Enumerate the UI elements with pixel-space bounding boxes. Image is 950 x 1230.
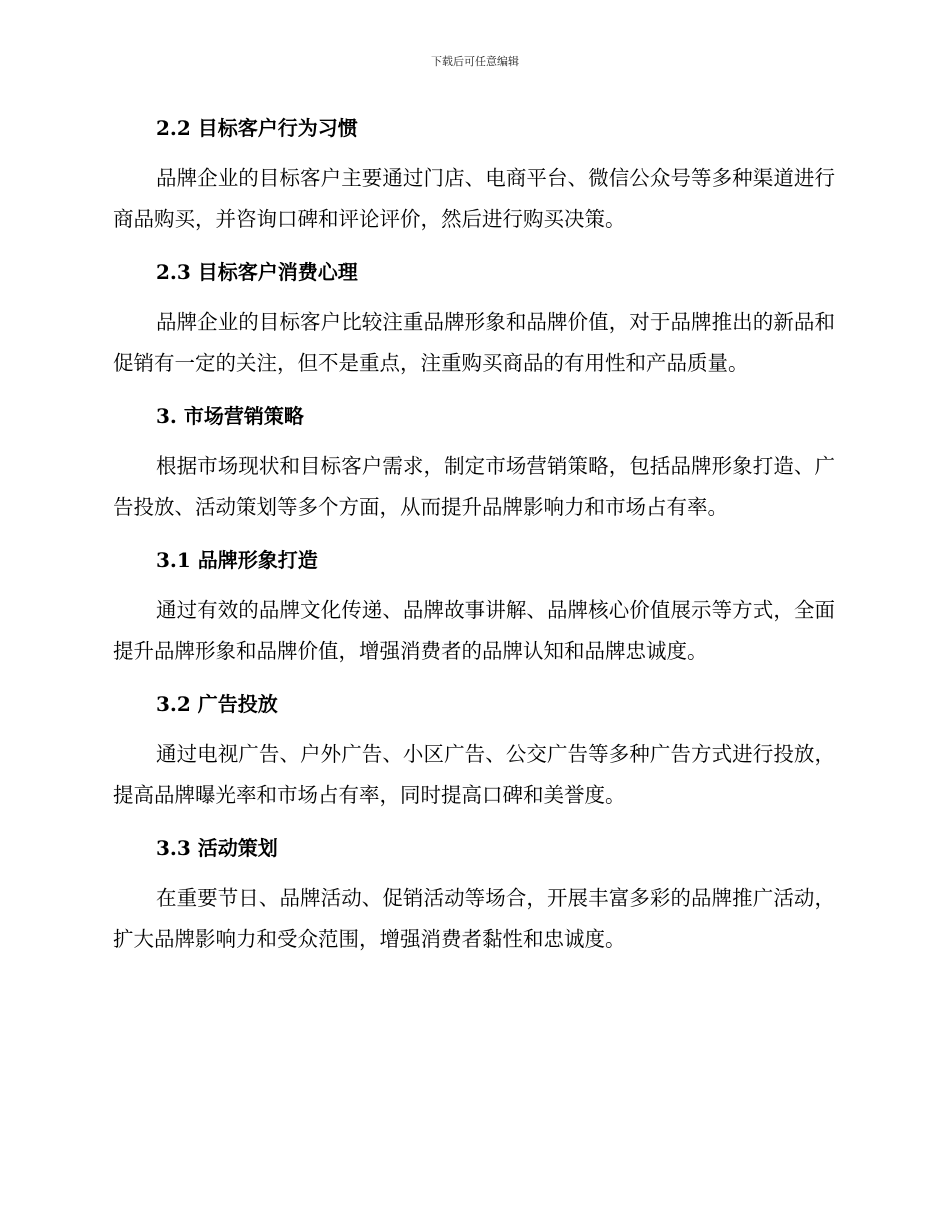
page-header-note: 下载后可任意编辑: [431, 55, 519, 68]
section-heading: 3.1 品牌形象打造: [156, 548, 318, 572]
section-paragraph: 通过电视广告、户外广告、小区广告、公交广告等多种广告方式进行投放，提高品牌曝光率和市场占有率，同时提高口碑和美誉度。: [113, 742, 835, 807]
section-2-3: [113, 254, 835, 384]
section-3-2: [113, 686, 835, 816]
section-2-2: [113, 110, 835, 240]
section-paragraph: 根据市场现状和目标客户需求，制定市场营销策略，包括品牌形象打造、广告投放、活动策划等多个方面，从而提升品牌影响力和市场占有率。: [113, 454, 835, 519]
section-heading: 3. 市场营销策略: [156, 404, 304, 428]
section-heading: 3.3 活动策划: [156, 836, 278, 860]
section-paragraph: 品牌企业的目标客户主要通过门店、电商平台、微信公众号等多种渠道进行商品购买，并咨询口碑和评论评价，然后进行购买决策。: [113, 166, 835, 231]
section-3: [113, 398, 835, 528]
document-body: [113, 110, 835, 974]
section-paragraph: 通过有效的品牌文化传递、品牌故事讲解、品牌核心价值展示等方式，全面提升品牌形象和品牌价值，增强消费者的品牌认知和品牌忠诚度。: [113, 598, 835, 663]
section-paragraph: 品牌企业的目标客户比较注重品牌形象和品牌价值，对于品牌推出的新品和促销有一定的关注，但不是重点，注重购买商品的有用性和产品质量。: [113, 310, 835, 375]
section-paragraph: 在重要节日、品牌活动、促销活动等场合，开展丰富多彩的品牌推广活动，扩大品牌影响力和受众范围，增强消费者黏性和忠诚度。: [113, 886, 835, 951]
section-3-1: [113, 542, 835, 672]
section-heading: 3.2 广告投放: [156, 692, 278, 716]
section-heading: 2.3 目标客户消费心理: [156, 260, 358, 284]
section-3-3: [113, 830, 835, 960]
section-heading: 2.2 目标客户行为习惯: [156, 116, 358, 140]
